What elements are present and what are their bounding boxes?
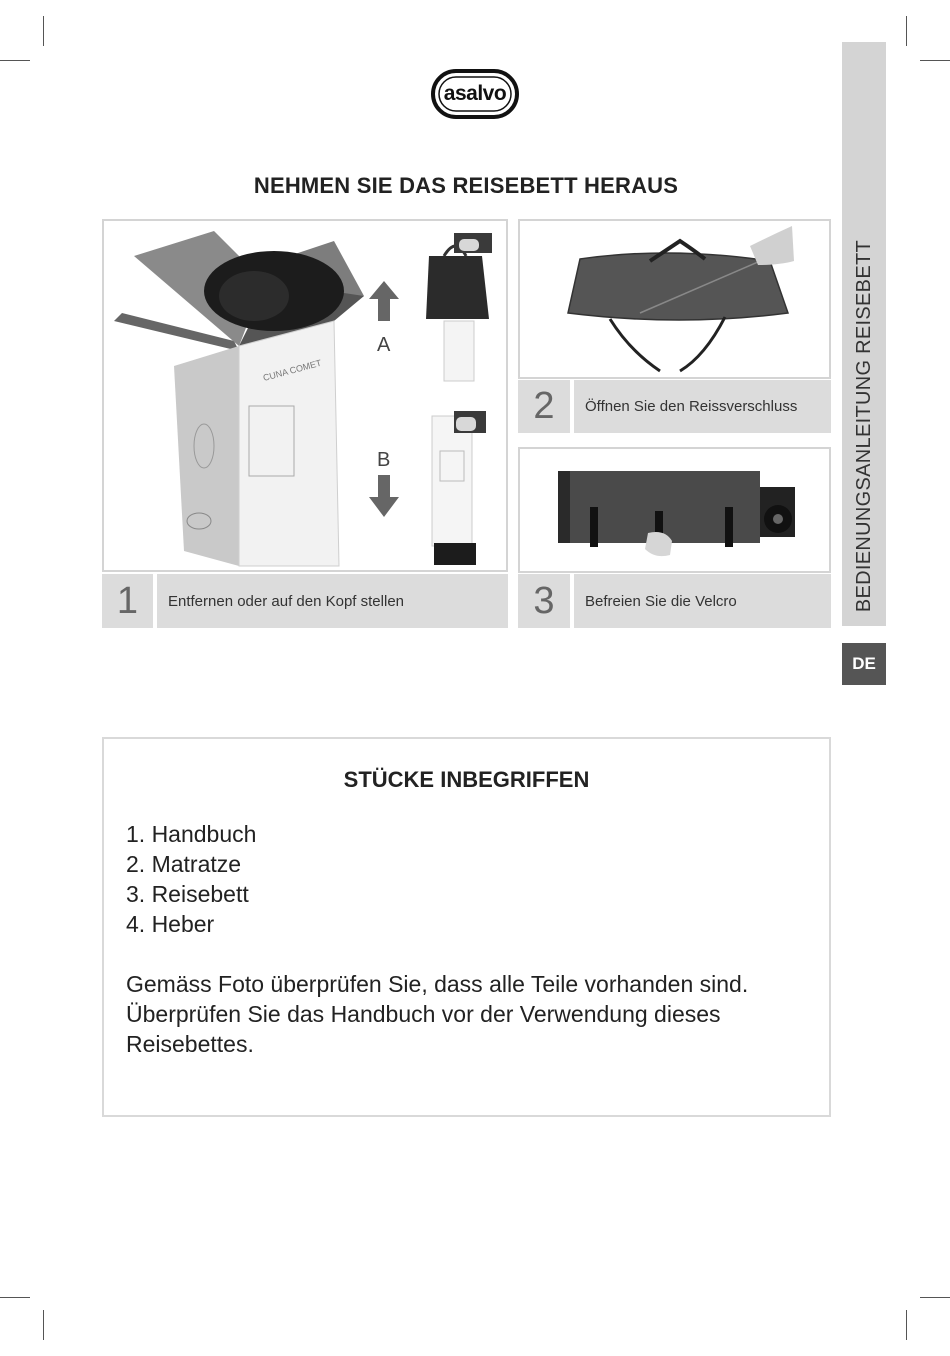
language-tab: DE <box>842 643 886 685</box>
option-a-label: A <box>377 334 391 356</box>
zipper-open-illustration <box>520 221 829 377</box>
step-2-caption: Öffnen Sie den Reissverschluss <box>574 380 831 433</box>
arrow-up-icon <box>369 281 399 321</box>
step-3-number: 3 <box>518 574 570 628</box>
step-1-image-panel <box>102 219 508 572</box>
step-1-caption: Entfernen oder auf den Kopf stellen <box>157 574 508 628</box>
crop-mark <box>906 16 907 46</box>
velcro-release-illustration <box>520 449 829 571</box>
logo-text: asalvo <box>443 82 507 105</box>
option-b-label: B <box>377 449 391 471</box>
side-label-text: BEDIENUNGSANLEITUNG REISEBETT <box>852 239 875 612</box>
crop-mark <box>920 60 950 61</box>
parts-list <box>126 819 256 939</box>
parts-title: STÜCKE INBEGRIFFEN <box>343 767 590 792</box>
crop-mark <box>0 1297 30 1298</box>
crop-mark <box>920 1297 950 1298</box>
box-unpacking-illustration <box>104 221 506 570</box>
box-print-text: CUNA COMET <box>261 357 323 383</box>
list-item: 4. Heber <box>126 911 215 937</box>
step-1-number: 1 <box>102 574 153 628</box>
step-3-caption: Befreien Sie die Velcro <box>574 574 831 628</box>
list-item: 2. Matratze <box>126 851 242 877</box>
crop-mark <box>43 1310 44 1340</box>
section-title: NEHMEN SIE DAS REISEBETT HERAUS <box>253 173 679 198</box>
arrow-down-icon <box>369 475 399 517</box>
list-item: 1. Handbuch <box>126 821 257 847</box>
step-2-image-panel <box>518 219 831 379</box>
crop-mark <box>906 1310 907 1340</box>
parts-note: Gemäss Foto überprüfen Sie, dass alle Teile vorhanden sind. Überprüfen Sie das Handbuch vor der Verwendung dieses Reisebettes. <box>126 971 749 1057</box>
side-label <box>842 42 886 612</box>
step-3-image-panel <box>518 447 831 573</box>
crop-mark <box>0 60 30 61</box>
step-2-number: 2 <box>518 380 570 433</box>
hand-icon <box>750 226 794 265</box>
crop-mark <box>43 16 44 46</box>
brand-logo <box>430 68 520 120</box>
list-item: 3. Reisebett <box>126 881 249 907</box>
parts-included-box <box>102 737 831 1117</box>
